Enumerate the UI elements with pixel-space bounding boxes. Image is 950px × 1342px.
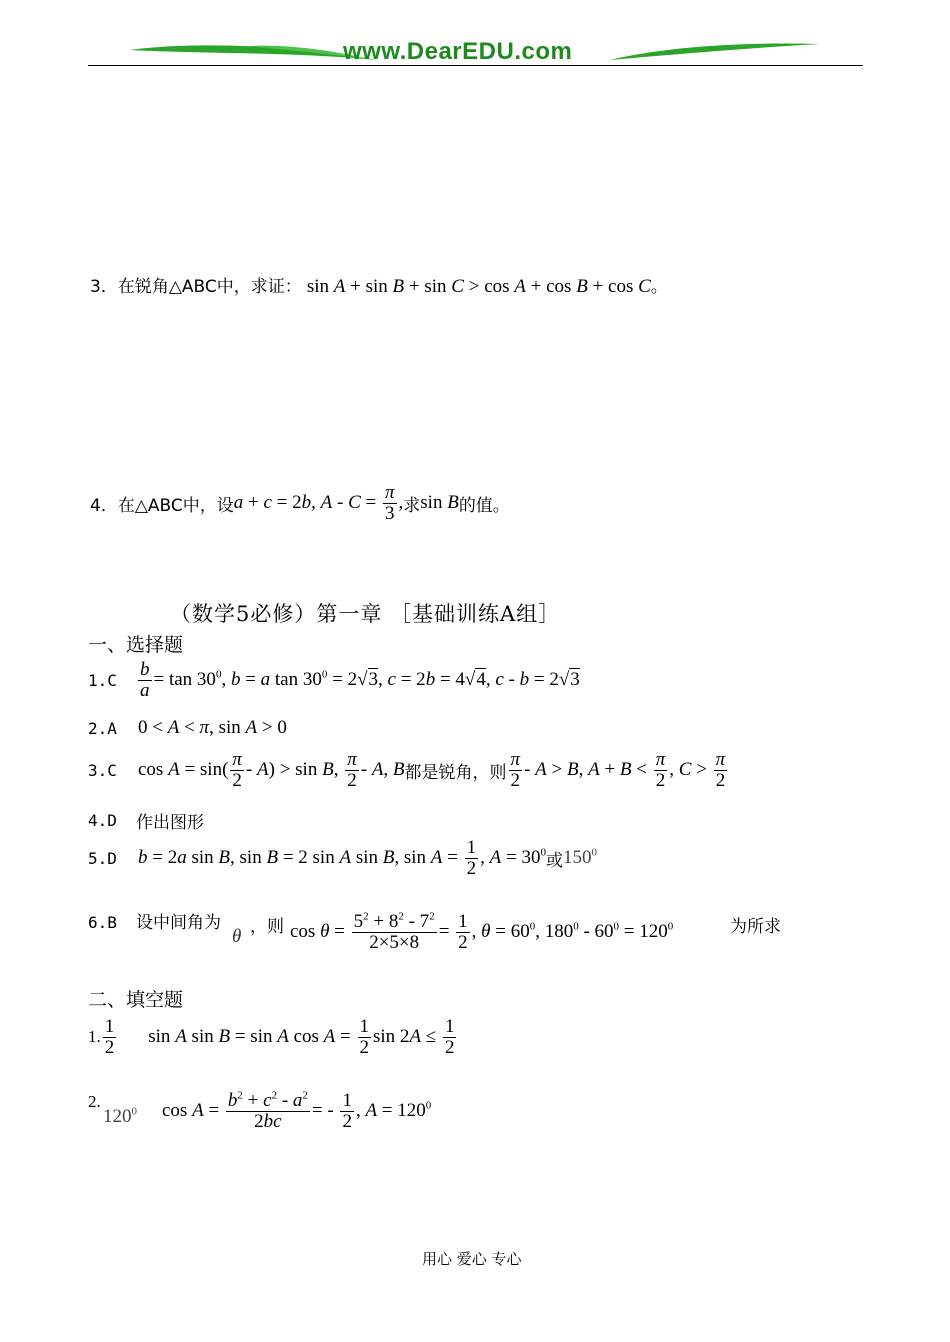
formula: sin A + sin B + sin C > cos A + cos B + cos C xyxy=(306,276,651,297)
fill-2 xyxy=(162,1091,431,1132)
answer-4: 4.D 作出图形 xyxy=(88,811,204,833)
formula: 0 < A < π, sin A > 0 xyxy=(138,717,287,738)
answer-label: 6.B xyxy=(88,913,117,932)
formula: cos θ = $\frac{5^2 + 8^2 - 7^2}{2\times 5\times 8}$ = $\frac{1}{2}$ , $\theta = 60^0$, $180^0 - 60^0 = 120^0$ xyxy=(290,910,674,953)
answer-label: 3.C xyxy=(88,760,117,780)
answer-label: 5.D xyxy=(88,848,117,868)
problem-number: 4． xyxy=(90,495,118,516)
problem-text: 在锐角△ABC中，求证： xyxy=(117,277,302,297)
answer-5: 5.D b = 2a sin B, sin B = 2 sin A sin B, sin A = $\frac{1}{2}$ , $A = 30^0$ 或 $150^0$ xyxy=(88,837,597,879)
formula: a + c = 2b, A - C = $\frac{\pi}{3}$ , xyxy=(233,482,404,524)
chapter-title: （数学5必修）第一章 ［基础训练A组］ xyxy=(170,602,561,626)
answer-2 xyxy=(88,717,287,739)
right-leaf-swoosh xyxy=(608,38,823,66)
answer-label: 2. xyxy=(88,1092,101,1111)
formula: sin A sin B = sin A cos A = $\frac{1}{2}$ sin 2A ≤ $\frac{1}{2}$ xyxy=(148,1016,455,1058)
header-banner xyxy=(88,34,863,68)
footer-text: 用心 爱心 专心 xyxy=(422,1250,522,1268)
answer-label: 4.D xyxy=(88,811,117,830)
formula: cos A = $\frac{b^2 + c^2 - a^2}{2bc}$ = - $\frac{1}{2}$ , $A = 120^0$ xyxy=(162,1089,432,1132)
answer-label: 2.A xyxy=(88,718,117,738)
problem-number: 3． xyxy=(90,277,118,297)
answer-6-formula xyxy=(290,912,673,953)
header-rule xyxy=(88,65,863,66)
section-heading: 二、填空题 xyxy=(88,989,184,1011)
fill-1: 1. $\frac{1}{2}$ sin A sin B = sin A cos A = $\frac{1}{2}$ sin 2A ≤ $\frac{1}{2}$ xyxy=(88,1017,458,1058)
problem-4: 4． 在△ABC中，设 a + c = 2b, A - C = $\frac{\pi}{3}$ , 求 sin B 的值。 xyxy=(90,482,510,524)
site-logo-text: www.DearEDU.com xyxy=(343,38,573,65)
answer-1 xyxy=(88,660,580,701)
formula: $\frac{b}{a}$ = $\tan 30^0$, b = a $\tan 30^0 = 2√3$, c = 2b = 4√4, c - b = 2√3 xyxy=(140,659,580,701)
problem-3: 3．在锐角△ABC中，求证： sin A + sin B + sin C > cos A + cos B + cos C。 xyxy=(90,276,668,297)
section-heading: 一、选择题 xyxy=(88,634,184,656)
answer-label: 1. xyxy=(88,1027,101,1047)
left-leaf-swoosh xyxy=(128,38,378,66)
answer-label: 1.C xyxy=(88,670,117,690)
formula: cos A = sin( $\frac{\pi}{2}$ - A) > sin B, $\frac{\pi}{2}$ - A, B xyxy=(138,749,405,791)
problem-text: 在△ABC中，设 xyxy=(117,495,234,516)
answer-6: 6.B 设中间角为 xyxy=(88,913,221,933)
formula: b = 2a sin B, sin B = 2 sin A sin B, sin A = $\frac{1}{2}$ , $A = 30^0$ xyxy=(138,837,546,879)
answer-3: 3.C cos A = sin( $\frac{\pi}{2}$ - A) > sin B, $\frac{\pi}{2}$ - A, B 都是锐角，则 $\frac{\pi}{2}$ - A > B, A + B < $\frac{\pi}{2}$ , C > $\frac{\pi}{2}$ xyxy=(88,749,726,791)
